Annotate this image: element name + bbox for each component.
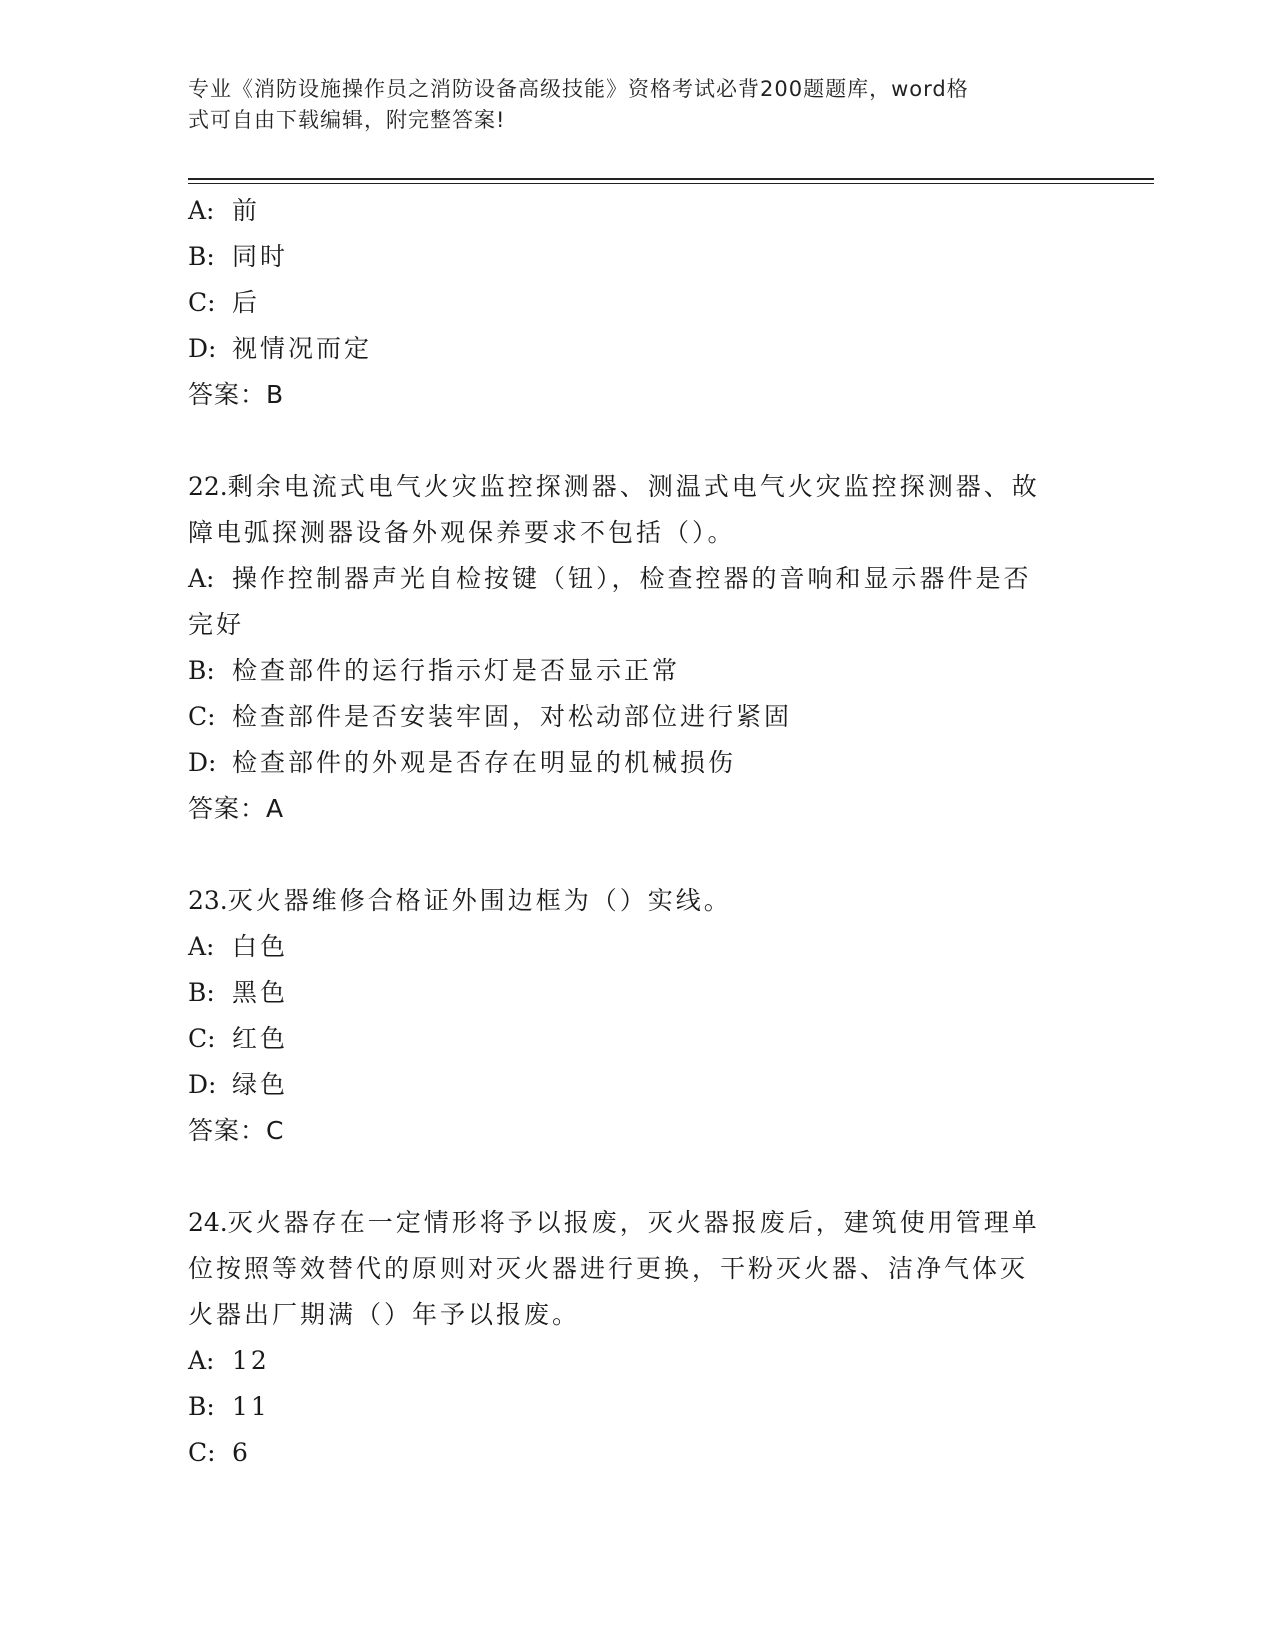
option-b bbox=[188, 234, 1088, 280]
question-stem-continued: 火器出厂期满（）年予以报废。 bbox=[188, 1300, 581, 1329]
header-rule-thick bbox=[188, 178, 1154, 180]
answer-line: 答案：C bbox=[188, 1116, 285, 1145]
option-b bbox=[188, 1384, 1088, 1430]
question-stem bbox=[188, 464, 1088, 510]
option-a bbox=[188, 924, 1088, 970]
option-text: 前 bbox=[232, 196, 261, 225]
document-header bbox=[188, 74, 1068, 136]
option-letter: B: bbox=[188, 656, 215, 685]
question-24 bbox=[188, 1200, 1088, 1476]
option-letter: C: bbox=[188, 1024, 216, 1053]
option-text: 同时 bbox=[232, 242, 289, 271]
option-letter: A: bbox=[188, 932, 215, 961]
option-letter: C: bbox=[188, 1438, 216, 1467]
option-letter: A: bbox=[188, 1346, 215, 1375]
option-text: 检查部件的外观是否存在明显的机械损伤 bbox=[232, 748, 737, 777]
option-text: 视情况而定 bbox=[232, 334, 373, 363]
question-stem-continued: 障电弧探测器设备外观保养要求不包括（）。 bbox=[188, 518, 736, 547]
option-letter: A: bbox=[188, 196, 215, 225]
question-stem-continued: 位按照等效替代的原则对灭火器进行更换，干粉灭火器、洁净气体灭 bbox=[188, 1254, 1029, 1283]
answer-line: 答案：B bbox=[188, 380, 285, 409]
option-c bbox=[188, 1430, 1088, 1476]
question-23 bbox=[188, 878, 1088, 1154]
option-d bbox=[188, 740, 1088, 786]
option-text: 检查部件是否安装牢固，对松动部位进行紧固 bbox=[232, 702, 793, 731]
option-c bbox=[188, 694, 1088, 740]
option-text: 12 bbox=[232, 1346, 270, 1375]
option-letter: D: bbox=[188, 334, 217, 363]
question-number: 23. bbox=[188, 886, 228, 915]
option-a-continued: 完好 bbox=[188, 610, 245, 639]
option-c bbox=[188, 280, 1088, 326]
option-letter: B: bbox=[188, 1392, 215, 1421]
answer-line: 答案：A bbox=[188, 794, 285, 823]
question-stem bbox=[188, 878, 1088, 924]
question-stem-text: 灭火器存在一定情形将予以报废，灭火器报废后，建筑使用管理单 bbox=[227, 1208, 1040, 1237]
option-text: 检查部件的运行指示灯是否显示正常 bbox=[232, 656, 681, 685]
option-a bbox=[188, 556, 1088, 602]
option-a bbox=[188, 188, 1088, 234]
question-21 bbox=[188, 188, 1088, 418]
question-number: 22. bbox=[188, 472, 228, 501]
option-letter: C: bbox=[188, 702, 216, 731]
option-text: 黑色 bbox=[232, 978, 289, 1007]
question-number: 24. bbox=[188, 1208, 228, 1237]
option-d bbox=[188, 1062, 1088, 1108]
option-d bbox=[188, 326, 1088, 372]
option-letter: C: bbox=[188, 288, 216, 317]
question-stem-text: 剩余电流式电气火灾监控探测器、测温式电气火灾监控探测器、故 bbox=[227, 472, 1040, 501]
option-a bbox=[188, 1338, 1088, 1384]
option-text: 6 bbox=[232, 1438, 251, 1467]
option-text: 红色 bbox=[232, 1024, 289, 1053]
option-letter: B: bbox=[188, 978, 215, 1007]
option-text: 白色 bbox=[232, 932, 289, 961]
header-rule-thin bbox=[188, 183, 1154, 184]
question-22 bbox=[188, 464, 1088, 832]
option-b bbox=[188, 648, 1088, 694]
option-text: 绿色 bbox=[232, 1070, 289, 1099]
option-letter: A: bbox=[188, 564, 215, 593]
option-c bbox=[188, 1016, 1088, 1062]
header-line-2: 式可自由下载编辑，附完整答案! bbox=[188, 108, 506, 132]
question-stem-text: 灭火器维修合格证外围边框为（）实线。 bbox=[227, 886, 732, 915]
option-letter: D: bbox=[188, 748, 217, 777]
question-stem bbox=[188, 1200, 1088, 1246]
option-text: 后 bbox=[232, 288, 261, 317]
question-list bbox=[188, 188, 1088, 1476]
option-letter: D: bbox=[188, 1070, 217, 1099]
option-text: 11 bbox=[232, 1392, 270, 1421]
header-line-1: 专业《消防设施操作员之消防设备高级技能》资格考试必背200题题库，word格 bbox=[188, 77, 969, 101]
option-letter: B: bbox=[188, 242, 215, 271]
option-b bbox=[188, 970, 1088, 1016]
option-text: 操作控制器声光自检按键（钮），检查控器的音响和显示器件是否 bbox=[232, 564, 1032, 593]
